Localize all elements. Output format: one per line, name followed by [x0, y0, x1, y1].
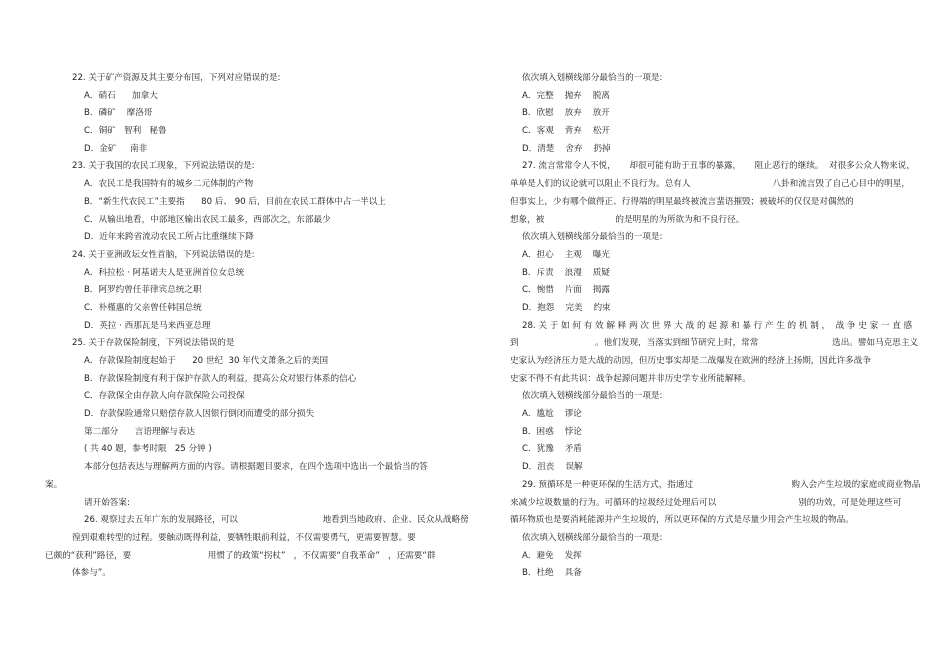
text-line-q25c: C．存款保全由存款人向存款保险公司投保	[84, 391, 245, 402]
text-line-q23d: D．近年来跨省流动农民工所占比重继续下降	[84, 232, 254, 243]
text-line-q28-prompt: 依次填入划横线部分最恰当的一项是:	[522, 391, 663, 402]
text-line-q24: 24. 关于亚洲政坛女性首脑，下列说法错误的是:	[72, 249, 255, 260]
text-line-q28d: D．沮丧 误解	[522, 462, 583, 473]
text-line-q27c: C．惋惜 片面 揭露	[522, 285, 611, 296]
text-line-q28c: C．犹豫 矛盾	[522, 444, 582, 455]
text-line-part2-desc2: 案。	[45, 479, 63, 490]
text-line-q29a: A．避免 发挥	[522, 550, 582, 561]
text-line-q28: 28. 关 于 如 何 有 效 解 释 两 次 世 界 大 战 的 起 源 和 暴 行 产 生 的 机 制 ， 战 争 史 家 一 直 感	[522, 320, 913, 331]
text-line-start: 请开始答案:	[84, 497, 130, 508]
text-line-q25d: D．存款保险通常只赔偿存款人因银行倒闭而遭受的部分损失	[84, 409, 315, 420]
text-line-q29-prompt: 依次填入划横线部分最恰当的一项是:	[522, 532, 663, 543]
text-line-q25b: B．存款保险制度有利于保护存款人的利益，提高公众对银行体系的信心	[84, 373, 357, 384]
text-line-q24d: D．英拉 · 西那瓦是马来西亚总理	[84, 320, 211, 331]
text-line-q26d: D．清楚 舍弃 扔掉	[522, 143, 611, 154]
text-line-q26-prompt: 依次填入划横线部分最恰当的一项是:	[522, 73, 663, 83]
text-line-q27a: A．担心 主观 曝光	[522, 249, 610, 260]
text-line-q22a: A．硝石 加拿大	[84, 90, 158, 101]
text-line-q29-l2: 来减少垃圾数量的行为。可循环的垃圾经过处理后可以 别的功效，可是处理这些可	[510, 497, 902, 508]
text-line-part2-info: ( 共 40 题，参考时限 25 分钟 )	[84, 444, 212, 455]
text-line-q27-l3: 但事实上，少有哪个做得正、行得端的明星最终被流言蜚语摧毁；被破坏的仅仅是对偶然的	[510, 196, 854, 207]
text-line-part2: 第二部分 言语理解与表达	[84, 426, 195, 437]
text-line-q23a: A．农民工是我国特有的城乡二元体制的产物	[84, 179, 254, 190]
text-line-q26-l3: 已颇的“获利”路径，要 用惯了的政策“拐杖” ，不仅需要“自我革命” ，还需要“群	[45, 550, 436, 561]
text-line-q28-l3: 史家认为经济压力是大战的动因，但历史事实却是二战爆发在欧洲的经济上扬期，因此许多战争	[510, 356, 871, 366]
text-line-q23: 23. 关于我国的农民工现象，下列说法错误的是:	[72, 161, 255, 172]
text-line-q24c: C．朴槿惠的父亲曾任韩国总统	[84, 302, 202, 313]
text-line-q27b: B．斥责 浪漫 质疑	[522, 267, 610, 278]
text-line-q28b: B．困惑 悖论	[522, 426, 582, 437]
text-line-q22d: D．金矿 南非	[84, 143, 148, 154]
text-line-q27-l4: 想象，被 的是明星的为所欲为和不良行径。	[510, 214, 745, 225]
text-line-q25a: A．存款保险制度起始于 20 世纪 30 年代文萧条之后的美国	[84, 356, 329, 366]
text-line-q28-l2: 到 。他们发现，当落实到细节研究上时，常常 选出。譬如马克思主义	[510, 338, 919, 349]
text-line-q23c: C．从输出地看，中部地区输出农民工最多，西部次之，东部最少	[84, 214, 331, 225]
text-line-q25: 25. 关于存款保险制度，下列说法错误的是	[72, 338, 235, 349]
text-line-q27: 27. 流言常常令人不悦， 却很可能有助于丑事的暴露， 阻止恶行的继续。 对很多公众人物来说，	[522, 161, 915, 172]
text-line-q26: 26. 观察过去五年广东的发展路径，可以 地看到当地政府、企业、民众从战略徬	[84, 515, 469, 526]
text-line-q26b: B．欣慰 放弃 放开	[522, 108, 610, 119]
right-column	[504, 70, 936, 583]
text-line-part2-desc: 本部分包括表达与理解两方面的内容。请根据题目要求，在四个选项中选出一个最恰当的答	[84, 462, 428, 473]
text-line-q26a: A．完整 抛弃 脱离	[522, 90, 610, 101]
text-line-q29-l3: 循环物质也是要消耗能源并产生垃圾的，所以更环保的方式是尽量少用会产生垃圾的物品。	[510, 515, 854, 526]
text-line-q26-l2: 徨到艰难转型的过程。要触动既得利益，要牺牲眼前利益，不仅需要勇气，更需要智慧。要	[72, 532, 416, 543]
text-line-q24b: B．阿罗约曾任菲律宾总统之职	[84, 285, 202, 296]
text-line-q26c: C．客观 背弃 松开	[522, 126, 611, 137]
text-line-q26-l4: 体参与”。	[72, 568, 111, 579]
text-line-q22: 22. 关于矿产资源及其主要分布国，下列对应错误的是:	[72, 73, 281, 83]
text-line-q28-l4: 史家不得不有此共识：战争起源问题并非历史学专业所能解释。	[510, 373, 751, 384]
text-line-q27-prompt: 依次填入划横线部分最恰当的一项是:	[522, 232, 663, 243]
text-line-q27d: D．抱怨 完美 约束	[522, 302, 611, 313]
text-line-q29: 29. 预循环是一种更环保的生活方式，指通过 购入会产生垃圾的家庭或商业物品	[522, 479, 921, 490]
left-column	[45, 70, 469, 583]
text-line-q27-l2: 单单是人们的议论就可以阻止不良行为。总有人 八卦和流言毁了自己心目中的明星，	[510, 179, 910, 190]
text-line-q29b: B．杜绝 具备	[522, 568, 582, 579]
text-line-q23b: B．“新生代农民工”主要指 80 后、 90 后，目前在农民工群体中占一半以上	[84, 196, 386, 207]
text-line-q22c: C．铜矿 智利 秘鲁	[84, 126, 167, 137]
text-line-q22b: B．磷矿 摩洛哥	[84, 108, 153, 119]
text-line-q28a: A．尴尬 谬论	[522, 409, 582, 420]
text-line-q24a: A．科拉松 · 阿基诺夫人是亚洲首位女总统	[84, 267, 245, 278]
